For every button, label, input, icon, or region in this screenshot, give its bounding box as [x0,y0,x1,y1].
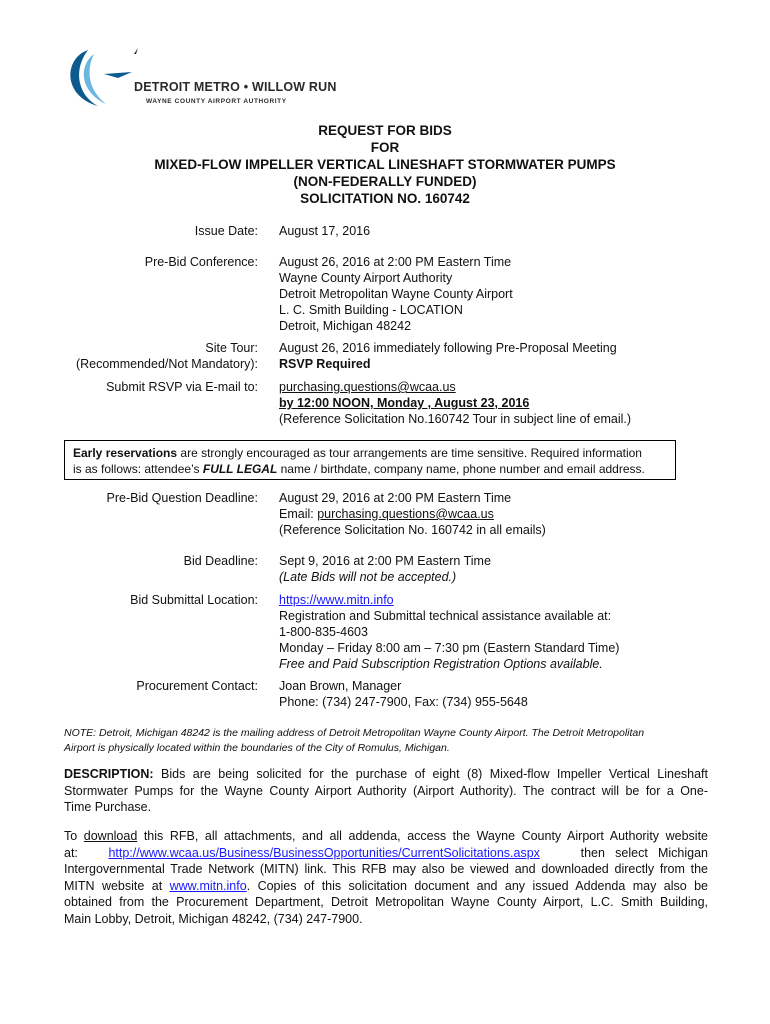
logo-name: DETROIT METRO • WILLOW RUN [134,80,337,94]
download-text-b3: then select Michigan [580,845,708,860]
submittal-hours: Monday – Friday 8:00 am – 7:30 pm (Eastern Standard Time) [279,641,620,655]
notice-text-1: are strongly encouraged as tour arrangements are time sensitive. Required information [177,446,642,460]
notice-text-2c: name / birthdate, company name, phone number and email address. [277,462,645,476]
note-line-1: NOTE: Detroit, Michigan 48242 is the mailing address of Detroit Metropolitan Wayne County Airport. The Detroit Metropolitan [64,727,645,739]
download-word: download [83,829,138,843]
question-email-label: Email: [279,507,318,521]
site-tour-label-1: Site Tour: [205,341,258,355]
question-reference: (Reference Solicitation No. 160742 in all emails) [279,523,546,537]
submittal-assistance: Registration and Submittal technical assistance available at: [279,609,612,623]
airport-logo [58,44,337,114]
question-datetime: August 29, 2016 at 2:00 PM Eastern Time [279,491,512,505]
question-deadline-label: Pre-Bid Question Deadline: [106,491,258,505]
prebid-datetime: August 26, 2016 at 2:00 PM Eastern Time [279,255,512,269]
site-tour-label [76,340,258,372]
mitn-link[interactable]: https://www.mitn.info [279,593,394,607]
description-line-1 [64,766,708,783]
submittal-phone: 1-800-835-4603 [279,625,368,639]
notice-full-legal: FULL LEGAL [202,462,278,476]
download-text-d3: . Copies of this solicitation document and any issued Addenda may also be [246,878,708,893]
description-paragraph [64,766,708,816]
title-line-4: (NON-FEDERALLY FUNDED) [293,174,477,189]
prebid-value [279,254,513,334]
contact-name: Joan Brown, Manager [279,679,402,693]
mitn-website-link[interactable]: www.mitn.info [169,878,247,893]
description-line-2: Stormwater Pumps for the Wayne County Airport Authority (Airport Authority). The contract will be for a One- [64,783,708,798]
rsvp-email-link[interactable]: purchasing.questions@wcaa.us [279,380,456,394]
late-bids-note: (Late Bids will not be accepted.) [279,570,457,584]
procurement-contact-value [279,678,528,710]
title-line-2: FOR [370,140,400,155]
notice-line-1 [73,445,675,461]
site-tour-datetime: August 26, 2016 immediately following Pre-Proposal Meeting [279,341,617,355]
issue-date-value: August 17, 2016 [279,224,371,238]
notice-text-2a: is as follows: attendee’s [73,462,203,476]
question-email-line [279,506,546,522]
wcaa-solicitations-link[interactable]: http://www.wcaa.us/Business/BusinessOpportunities/CurrentSolicitations.aspx [108,845,540,860]
download-text-a1: To [64,829,84,843]
question-deadline-value [279,490,546,538]
download-line-5: obtained from the Procurement Department, Detroit Metropolitan Wayne County Airport, L.C. Smith Building, [64,895,708,909]
download-line-3: Intergovernmental Trade Network (MITN) link. This RFB may also be viewed and downloaded directly from the [64,862,708,876]
rsvp-label: Submit RSVP via E-mail to: [106,380,258,394]
airplane-swoosh-icon [58,44,138,114]
rsvp-required: RSVP Required [279,357,371,371]
contact-phone-fax: Phone: (734) 247-7900, Fax: (734) 955-5648 [279,695,528,709]
subscription-options: Free and Paid Subscription Registration Options available. [279,657,603,671]
submittal-location-value [279,592,619,672]
description-text-1: Bids are being solicited for the purchase of eight (8) Mixed-flow Impeller Vertical Lineshaft [153,767,708,781]
bid-deadline-value [279,553,491,585]
prebid-label: Pre-Bid Conference: [144,255,258,269]
site-tour-value [279,340,617,372]
note-line-2: Airport is physically located within the boundaries of the City of Romulus, Michigan. [64,742,450,754]
rsvp-value [279,379,631,427]
description-line-3: Time Purchase. [64,800,152,814]
title-line-1: REQUEST FOR BIDS [318,123,452,138]
question-email-link[interactable]: purchasing.questions@wcaa.us [317,507,494,521]
rsvp-deadline: by 12:00 NOON, Monday , August 23, 2016 [279,396,530,410]
prebid-org: Wayne County Airport Authority [279,271,453,285]
download-line-6: Main Lobby, Detroit, Michigan 48242, (734) 247-7900. [64,911,363,926]
prebid-city: Detroit, Michigan 48242 [279,319,412,333]
download-at: at: [64,845,78,860]
prebid-building: L. C. Smith Building - LOCATION [279,303,463,317]
notice-line-2 [73,461,675,477]
download-line-1 [64,828,708,845]
rsvp-reference: (Reference Solicitation No.160742 Tour in subject line of email.) [279,412,632,426]
download-paragraph [64,828,708,927]
bid-deadline-label: Bid Deadline: [183,554,258,568]
early-reservations-notice [64,440,676,480]
issue-date-label: Issue Date: [194,224,258,238]
prebid-airport: Detroit Metropolitan Wayne County Airport [279,287,513,301]
bid-deadline-datetime: Sept 9, 2016 at 2:00 PM Eastern Time [279,554,491,568]
download-text-a3: this RFB, all attachments, and all addenda, access the Wayne County Airport Authority website [137,829,708,843]
logo-subtitle: WAYNE COUNTY AIRPORT AUTHORITY [146,98,287,105]
download-line-4 [64,878,708,895]
title-line-3: MIXED-FLOW IMPELLER VERTICAL LINESHAFT STORMWATER PUMPS [154,157,616,172]
location-note [64,726,708,756]
description-heading: DESCRIPTION: [64,767,154,781]
download-line-2 [64,845,708,862]
document-title [0,122,770,207]
site-tour-label-2: (Recommended/Not Mandatory): [75,357,258,371]
procurement-contact-label: Procurement Contact: [136,679,258,693]
title-line-5: SOLICITATION NO. 160742 [300,191,470,206]
submittal-location-label: Bid Submittal Location: [130,593,258,607]
download-text-d1: MITN website at [64,878,170,893]
notice-bold: Early reservations [73,446,178,460]
